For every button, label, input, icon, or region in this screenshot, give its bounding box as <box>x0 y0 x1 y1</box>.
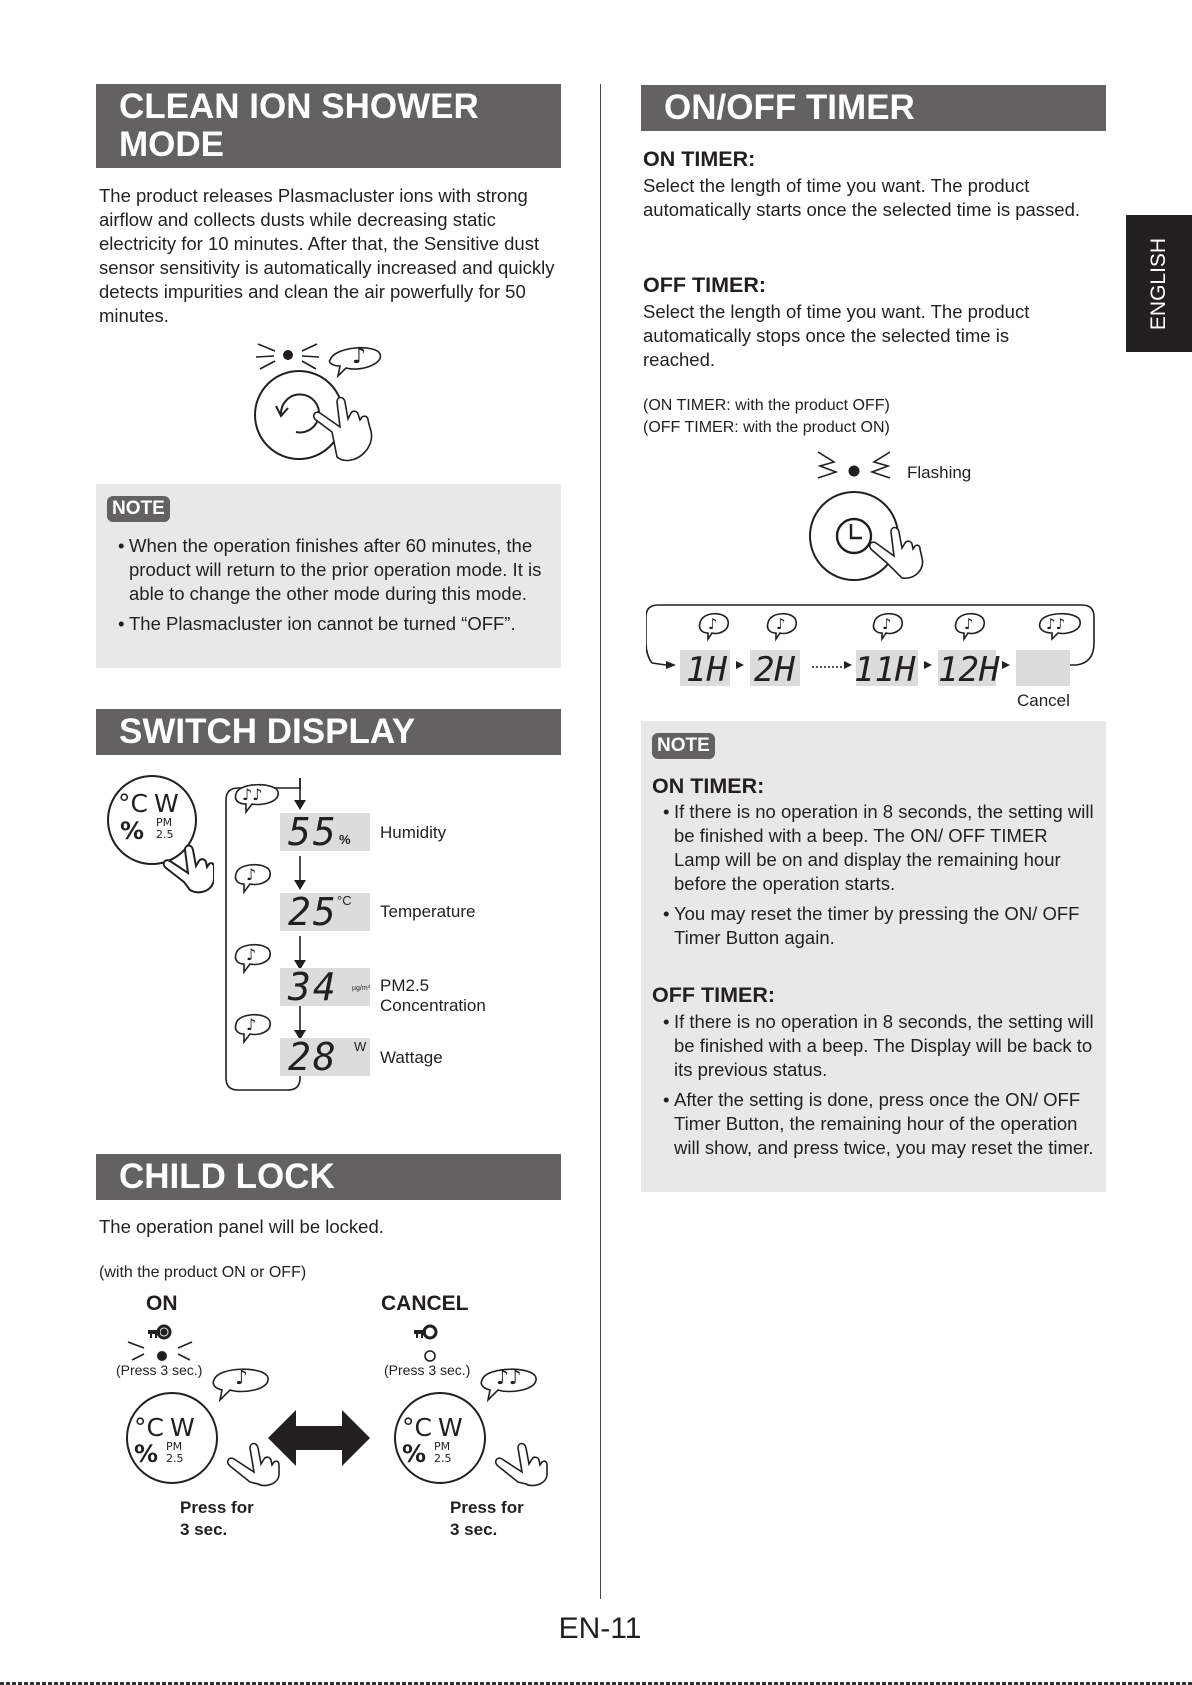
child-lock-on-press-hint: (Press 3 sec.) <box>116 1362 203 1378</box>
on-timer-heading: ON TIMER: <box>643 147 756 171</box>
on-timer-text: Select the length of time you want. The product automatically starts once the selected time is passed. <box>643 175 1081 220</box>
note-item: • You may reset the timer by pressing the ON/ OFF Timer Button again. <box>663 902 1098 950</box>
pm25-label: PM2.5 Concentration <box>380 976 486 1015</box>
humidity-digits: 55 <box>288 810 338 854</box>
pm25-digits: 34 <box>288 965 338 1009</box>
timer-step-2h: 2H <box>754 650 795 690</box>
timer-cancel-label: Cancel <box>1017 691 1070 710</box>
celsius-symbol: °C <box>118 789 148 818</box>
note-item: • The Plasmacluster ion cannot be turned “OFF”. <box>118 612 548 636</box>
svg-text:♪: ♪ <box>964 615 974 633</box>
child-lock-description: The operation panel will be locked. <box>99 1216 384 1237</box>
pm-symbol-top: PM <box>166 1440 183 1453</box>
clean-ion-button-icon <box>240 332 420 474</box>
wattage-unit: W <box>354 1039 367 1054</box>
switch-display-header: SWITCH DISPLAY <box>96 709 561 755</box>
svg-text:♪♪: ♪♪ <box>242 785 263 804</box>
child-lock-condition: (with the product ON or OFF) <box>99 1264 307 1281</box>
clean-ion-title-line2: MODE <box>119 125 224 164</box>
clean-ion-description: The product releases Plasmacluster ions with strong airflow and collects dusts while decreasing static electricity for 10 minutes. After that, the Sensitive dust sensor sensitivity is automatically increased and quickly detects impurities and clean the air powerfully for 50 minutes. <box>99 185 555 326</box>
pm-symbol-bottom: 2.5 <box>156 828 174 841</box>
timer-condition-off: (OFF TIMER: with the product ON) <box>643 419 890 436</box>
pm-symbol-bottom: 2.5 <box>166 1452 184 1465</box>
svg-text:♪♪: ♪♪ <box>1046 615 1066 633</box>
note-on-timer-list <box>663 800 1098 956</box>
watt-symbol: W <box>154 789 179 818</box>
percent-symbol: % <box>134 1440 159 1468</box>
language-tab-label: ENGLISH <box>1147 237 1170 330</box>
humidity-label: Humidity <box>380 823 447 842</box>
child-lock-on-label: ON <box>146 1292 178 1315</box>
wattage-digits: 28 <box>288 1035 338 1079</box>
page-number: EN-11 <box>558 1612 642 1645</box>
svg-text:♪: ♪ <box>246 1015 257 1034</box>
timer-sequence-diagram <box>646 603 1100 693</box>
column-divider <box>600 84 601 1599</box>
svg-text:♪: ♪ <box>352 344 367 369</box>
language-tab <box>1126 215 1192 352</box>
pm-symbol-top: PM <box>156 816 173 829</box>
timer-step-12h: 12H <box>938 650 1000 690</box>
note-off-timer-heading: OFF TIMER: <box>652 983 776 1007</box>
child-lock-header: CHILD LOCK <box>96 1154 561 1200</box>
svg-text:♪: ♪ <box>708 615 718 633</box>
switch-display-button-icon <box>104 772 214 894</box>
timer-step-11h: 11H <box>854 650 916 690</box>
clean-ion-note-tag: NOTE <box>107 496 170 522</box>
percent-symbol: % <box>402 1440 427 1468</box>
temperature-label: Temperature <box>380 902 476 921</box>
off-timer-heading: OFF TIMER: <box>643 273 767 297</box>
wattage-label: Wattage <box>380 1048 443 1067</box>
timer-condition-on: (ON TIMER: with the product OFF) <box>643 397 890 414</box>
note-item: • If there is no operation in 8 seconds, the setting will be finished with a beep. The ON/ OFF TIMER Lamp will be on and display the remaining hour before the operation starts. <box>663 800 1098 896</box>
clean-ion-note-list <box>118 534 548 642</box>
note-item: • If there is no operation in 8 seconds, the setting will be finished with a beep. The Display will be back to its previous status. <box>663 1010 1098 1082</box>
cancel-press-for-line1: Press for <box>450 1498 524 1517</box>
child-lock-cancel-press-hint: (Press 3 sec.) <box>384 1362 471 1378</box>
clean-ion-title-line1: CLEAN ION SHOWER <box>119 87 479 126</box>
svg-text:♪: ♪ <box>246 945 257 964</box>
clean-ion-header <box>96 84 561 168</box>
child-lock-cancel-button-icon <box>378 1322 548 1487</box>
svg-text:♪♪: ♪♪ <box>496 1365 522 1389</box>
watt-symbol: W <box>438 1413 463 1442</box>
timer-step-1h: 1H <box>686 650 727 690</box>
note-off-timer-list <box>663 1010 1098 1166</box>
celsius-symbol: °C <box>134 1413 164 1442</box>
pm25-unit: µg/m³ <box>352 985 371 992</box>
pm-symbol-top: PM <box>434 1440 451 1453</box>
humidity-unit: % <box>339 832 351 847</box>
celsius-symbol: °C <box>402 1413 432 1442</box>
timer-header: ON/OFF TIMER <box>641 85 1106 131</box>
child-lock-cancel-label: CANCEL <box>381 1292 469 1315</box>
on-press-for-line2: 3 sec. <box>180 1520 228 1539</box>
svg-text:♪: ♪ <box>246 865 257 884</box>
cancel-press-for-line2: 3 sec. <box>450 1520 498 1539</box>
note-item: • When the operation finishes after 60 minutes, the product will return to the prior operation mode. It is able to change the other mode during this mode. <box>118 534 548 606</box>
svg-text:♪: ♪ <box>235 1365 248 1389</box>
note-on-timer-heading: ON TIMER: <box>652 774 765 798</box>
temperature-digits: 25 <box>288 890 338 934</box>
note-item: • After the setting is done, press once the ON/ OFF Timer Button, the remaining hour of the operation will show, and press twice, you may reset the timer. <box>663 1088 1098 1160</box>
svg-text:♪: ♪ <box>776 615 786 633</box>
on-press-for-line1: Press for <box>180 1498 254 1517</box>
off-timer-text: Select the length of time you want. The product automatically stops once the selected time is reached. <box>643 301 1030 370</box>
temperature-unit: °C <box>337 893 352 908</box>
pm-symbol-bottom: 2.5 <box>434 1452 452 1465</box>
toggle-double-arrow-icon <box>268 1410 370 1466</box>
svg-text:♪: ♪ <box>882 615 892 633</box>
timer-note-tag: NOTE <box>652 733 715 759</box>
watt-symbol: W <box>170 1413 195 1442</box>
flashing-label: Flashing <box>907 463 972 482</box>
child-lock-on-button-icon <box>110 1322 280 1487</box>
percent-symbol: % <box>120 817 145 845</box>
